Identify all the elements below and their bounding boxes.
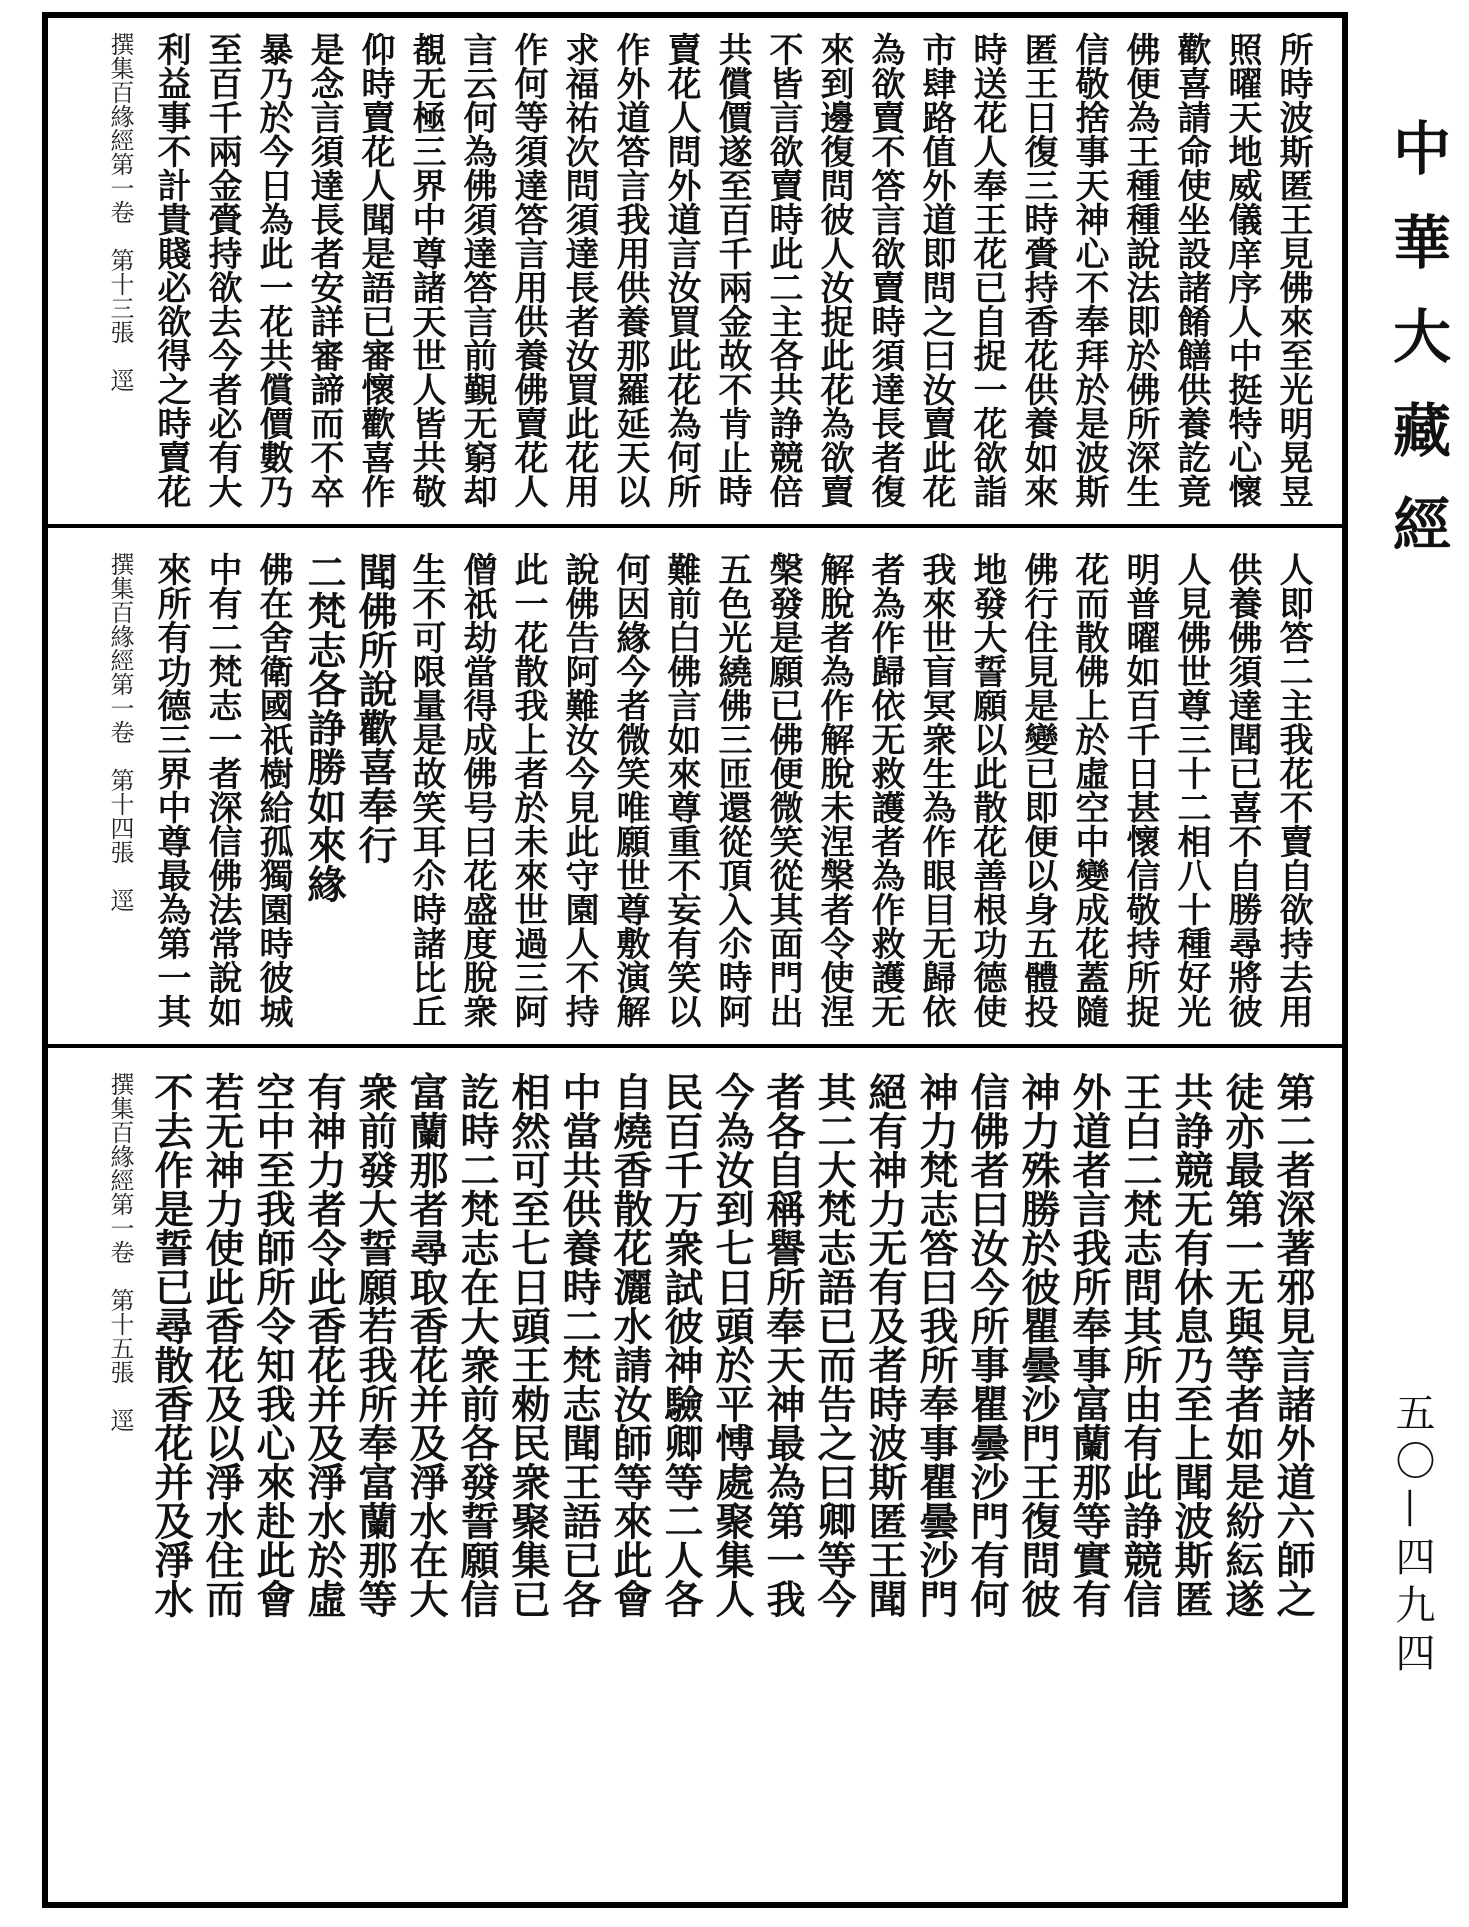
text-column: 其二大梵志語已而告之曰卿等今 (811, 1072, 857, 1618)
text-column: 此一花散我上者於未來世過三阿 (508, 552, 548, 1028)
text-column: 求福祐次問須達長者汝買此花用 (559, 32, 599, 508)
text-column: 匿王日復三時賫持香花供養如來 (1018, 32, 1058, 508)
text-columns-middle (94, 552, 1318, 1030)
text-column: 歡喜請命使坐設諸餚饍供養訖竟 (1171, 32, 1211, 508)
text-column: 為欲賣不答言欲賣時須達長者復 (865, 32, 905, 508)
text-column: 照曜天地威儀庠序人中挺特心懷 (1222, 32, 1262, 508)
text-column: 自燒香散花灑水請汝師等來此會 (607, 1072, 653, 1618)
text-column: 王白二梵志問其所由有此諍競信 (1117, 1072, 1163, 1618)
text-column: 信佛者曰汝今所事瞿曇沙門有何 (964, 1072, 1010, 1618)
marginal-note: 撰集百緣經第一卷 第十三張 逕 (106, 32, 134, 392)
text-column: 賣花人問外道言汝買此花為何所 (661, 32, 701, 508)
text-column: 難前白佛言如來尊重不妄有笑以 (661, 552, 701, 1028)
text-column: 供養佛須達聞已喜不自勝尋將彼 (1222, 552, 1262, 1028)
text-column: 作外道答言我用供養那羅延天以 (610, 32, 650, 508)
text-column: 衆前發大誓願若我所奉富蘭那等 (352, 1072, 398, 1618)
text-column: 花而散佛上於虛空中變成花蓋隨 (1069, 552, 1109, 1028)
text-column: 相然可至七日頭王勑民衆聚集已 (505, 1072, 551, 1618)
text-column: 所時波斯匿王見佛來至光明晃昱 (1273, 32, 1313, 508)
marginal-note: 撰集百緣經第一卷 第十四張 逕 (106, 552, 134, 912)
text-column: 說佛告阿難汝今見此守園人不持 (559, 552, 599, 1028)
marginal-note: 撰集百緣經第一卷 第十五張 逕 (106, 1072, 134, 1432)
text-column: 五色光繞佛三匝還從頂入尒時阿 (712, 552, 752, 1028)
text-column: 佛在舍衛國祇樹給孤獨園時彼城 (253, 552, 293, 1028)
text-column: 者為作歸依无救護者為作救護无 (865, 552, 905, 1028)
page-frame (42, 12, 1348, 1908)
text-column: 覩无極三界中尊諸天世人皆共敬 (406, 32, 446, 508)
text-column: 富蘭那者尋取香花并及淨水在大 (403, 1072, 449, 1618)
text-column: 不去作是誓已尋散香花并及淨水 (148, 1072, 194, 1618)
text-column: 神力殊勝於彼瞿曇沙門王復問彼 (1015, 1072, 1061, 1618)
text-column: 時送花人奉王花已自捉一花欲詣 (967, 32, 1007, 508)
text-column: 地發大誓願以此散花善根功德使 (967, 552, 1007, 1028)
text-column: 信敬捨事天神心不奉拜於是波斯 (1069, 32, 1109, 508)
text-column: 生不可限量是故笑耳尒時諸比丘 (406, 552, 446, 1028)
text-column: 佛行住見是變已即便以身五體投 (1018, 552, 1058, 1028)
panel-bottom (48, 1058, 1342, 1900)
sutra-collection-title: 中華大藏經 (1383, 118, 1451, 588)
text-column: 中有二梵志一者深信佛法常說如 (202, 552, 242, 1028)
text-column: 共償價遂至百千兩金故不肯止時 (712, 32, 752, 508)
text-column: 利益事不計貴賤必欲得之時賣花 (151, 32, 191, 508)
text-columns-bottom (94, 1072, 1318, 1886)
text-column: 來到邊復問彼人汝捉此花為欲賣 (814, 32, 854, 508)
text-column: 者各自稱譽所奉天神最為第一我 (760, 1072, 806, 1618)
section-heading: 二梵志各諍勝如來緣 (301, 552, 347, 903)
text-column: 槃發是願已佛便微笑從其面門出 (763, 552, 803, 1028)
text-column: 今為汝到七日頭於平愽處聚集人 (709, 1072, 755, 1618)
text-column: 何因緣今者微笑唯願世尊敷演解 (610, 552, 650, 1028)
text-column: 市肆路值外道即問之曰汝賣此花 (916, 32, 956, 508)
text-column: 有神力者令此香花并及淨水於虛 (301, 1072, 347, 1618)
text-column: 聞佛所說歡喜奉行 (352, 552, 398, 864)
text-column: 僧祇劫當得成佛号曰花盛度脫衆 (457, 552, 497, 1028)
text-column: 人即答二主我花不賣自欲持去用 (1273, 552, 1313, 1028)
text-column: 不皆言欲賣時此二主各共諍競倍 (763, 32, 803, 508)
text-column: 絕有神力无有及者時波斯匿王聞 (862, 1072, 908, 1618)
text-column: 仰時賣花人聞是語已審懷歡喜作 (355, 32, 395, 508)
text-column: 共諍競无有休息乃至上聞波斯匿 (1168, 1072, 1214, 1618)
text-column: 作何等須達答言用供養佛賣花人 (508, 32, 548, 508)
text-column: 暴乃於今日為此一花共償價數乃 (253, 32, 293, 508)
text-column: 明普曜如百千日甚懷信敬持所捉 (1120, 552, 1160, 1028)
page-number: 五〇—四九四 (1389, 1392, 1435, 1680)
text-column: 至百千兩金賫持欲去今者必有大 (202, 32, 242, 508)
text-columns-top (94, 32, 1318, 510)
text-column: 解脫者為作解脫未涅槃者令使涅 (814, 552, 854, 1028)
panel-middle (48, 538, 1342, 1048)
text-column: 是念言須達長者安詳審諦而不卒 (304, 32, 344, 508)
text-column: 言云何為佛須達答言前覲无窮却 (457, 32, 497, 508)
text-column: 空中至我師所令知我心來赴此會 (250, 1072, 296, 1618)
text-column: 人見佛世尊三十二相八十種好光 (1171, 552, 1211, 1028)
text-column: 我來世盲冥衆生為作眼目无歸依 (916, 552, 956, 1028)
text-column: 第二者深著邪見言諸外道六師之 (1270, 1072, 1316, 1618)
text-column: 神力梵志答曰我所奉事瞿曇沙門 (913, 1072, 959, 1618)
text-column: 來所有功德三界中尊最為第一其 (151, 552, 191, 1028)
text-column: 中當共供養時二梵志聞王語已各 (556, 1072, 602, 1618)
text-column: 民百千万衆試彼神驗卿等二人各 (658, 1072, 704, 1618)
text-column: 訖時二梵志在大衆前各發誓願信 (454, 1072, 500, 1618)
text-column: 外道者言我所奉事富蘭那等實有 (1066, 1072, 1112, 1618)
text-column: 佛便為王種種說法即於佛所深生 (1120, 32, 1160, 508)
text-column: 徒亦最第一无與等者如是紛紜遂 (1219, 1072, 1265, 1618)
text-column: 若无神力使此香花及以淨水住而 (199, 1072, 245, 1618)
panel-top (48, 18, 1342, 528)
